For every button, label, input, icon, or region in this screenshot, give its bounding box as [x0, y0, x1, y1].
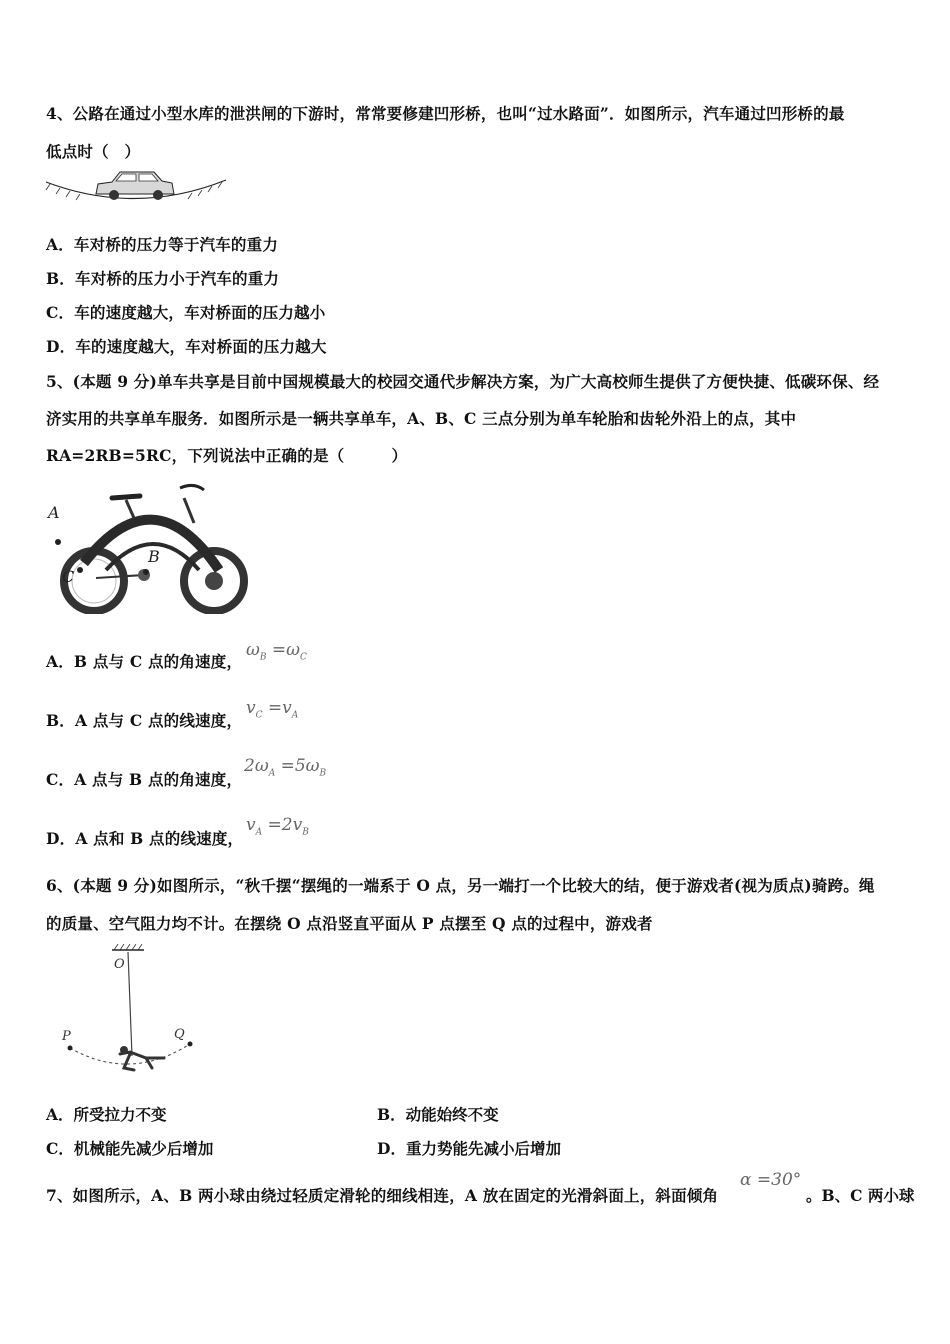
point-a-marker: [55, 539, 61, 545]
q4-stem-line1: 4、公路在通过小型水库的泄洪闸的下游时，常常要修建凹形桥，也叫“过水路面”．如图所示，汽车通过凹形桥的最: [46, 104, 845, 123]
q5-option-b: B．A 点与 C 点的线速度，: [46, 711, 243, 730]
point-b-marker: [143, 569, 149, 575]
q4-option-c: C．车的速度越大，车对桥面的压力越小: [46, 303, 326, 322]
point-c-label: C: [62, 567, 75, 586]
q5-option-a: A．B 点与 C 点的角速度，: [46, 652, 243, 671]
q5-stem-line2: 济实用的共享单车服务．如图所示是一辆共享单车，A、B、C 三点分别为单车轮胎和齿轮外沿上的点，其中: [46, 409, 797, 428]
q5-option-c: C．A 点与 B 点的角速度，: [46, 770, 243, 789]
point-b-label: B: [148, 547, 160, 566]
point-p-label: P: [62, 1029, 71, 1044]
q5-stem-line3: RA=2RB=5RC，下列说法中正确的是（ ）: [46, 446, 408, 465]
q5-option-a-formula: $\omega_B =\omega_C$: [246, 640, 307, 663]
shared-bike-figure: [44, 478, 262, 614]
point-o-label: O: [114, 957, 125, 972]
swing-pendulum-figure: [60, 944, 200, 1089]
q4-option-a: A．车对桥的压力等于汽车的重力: [46, 235, 279, 254]
q6-option-b: B．动能始终不变: [377, 1105, 499, 1124]
q6-stem-line1: 6、(本题 9 分)如图所示，“秋千摆“摆绳的一端系于 O 点，另一端打一个比较大的结，便于游戏者(视为质点)骑跨。绳: [46, 876, 875, 895]
q7-angle-formula: α =30°: [740, 1170, 802, 1190]
q7-stem-line1-end: 。B、C 两小球: [806, 1186, 915, 1205]
point-a-label: A: [48, 503, 60, 522]
concave-bridge-car-figure: [44, 164, 228, 206]
q6-stem-line2: 的质量、空气阻力均不计。在摆绕 O 点沿竖直平面从 P 点摆至 Q 点的过程中，游戏者: [46, 914, 653, 933]
q5-option-c-formula: $2\omega_A =5\omega_B$: [244, 756, 327, 779]
q6-option-d: D．重力势能先减小后增加: [377, 1139, 561, 1158]
q5-stem-line1: 5、(本题 9 分)单车共享是目前中国规模最大的校园交通代步解决方案，为广大高校师生提供了方便快捷、低碳环保、经: [46, 372, 880, 391]
q4-option-b: B．车对桥的压力小于汽车的重力: [46, 269, 280, 288]
point-c-marker: [77, 567, 83, 573]
q5-option-d-formula: $v_A =2v_B$: [246, 815, 309, 838]
q7-stem-line1-start: 7、如图所示，A、B 两小球由绕过轻质定滑轮的细线相连，A 放在固定的光滑斜面上，斜面倾角: [46, 1186, 719, 1205]
q4-stem-line2: 低点时（ ）: [46, 142, 141, 161]
q6-option-c: C．机械能先减少后增加: [46, 1139, 214, 1158]
point-q-label: Q: [174, 1027, 185, 1042]
q5-option-b-formula: $v_C =v_A$: [246, 698, 299, 721]
q5-option-d: D．A 点和 B 点的线速度，: [46, 829, 244, 848]
q4-option-d: D．车的速度越大，车对桥面的压力越大: [46, 337, 327, 356]
q6-option-a: A．所受拉力不变: [46, 1105, 167, 1124]
